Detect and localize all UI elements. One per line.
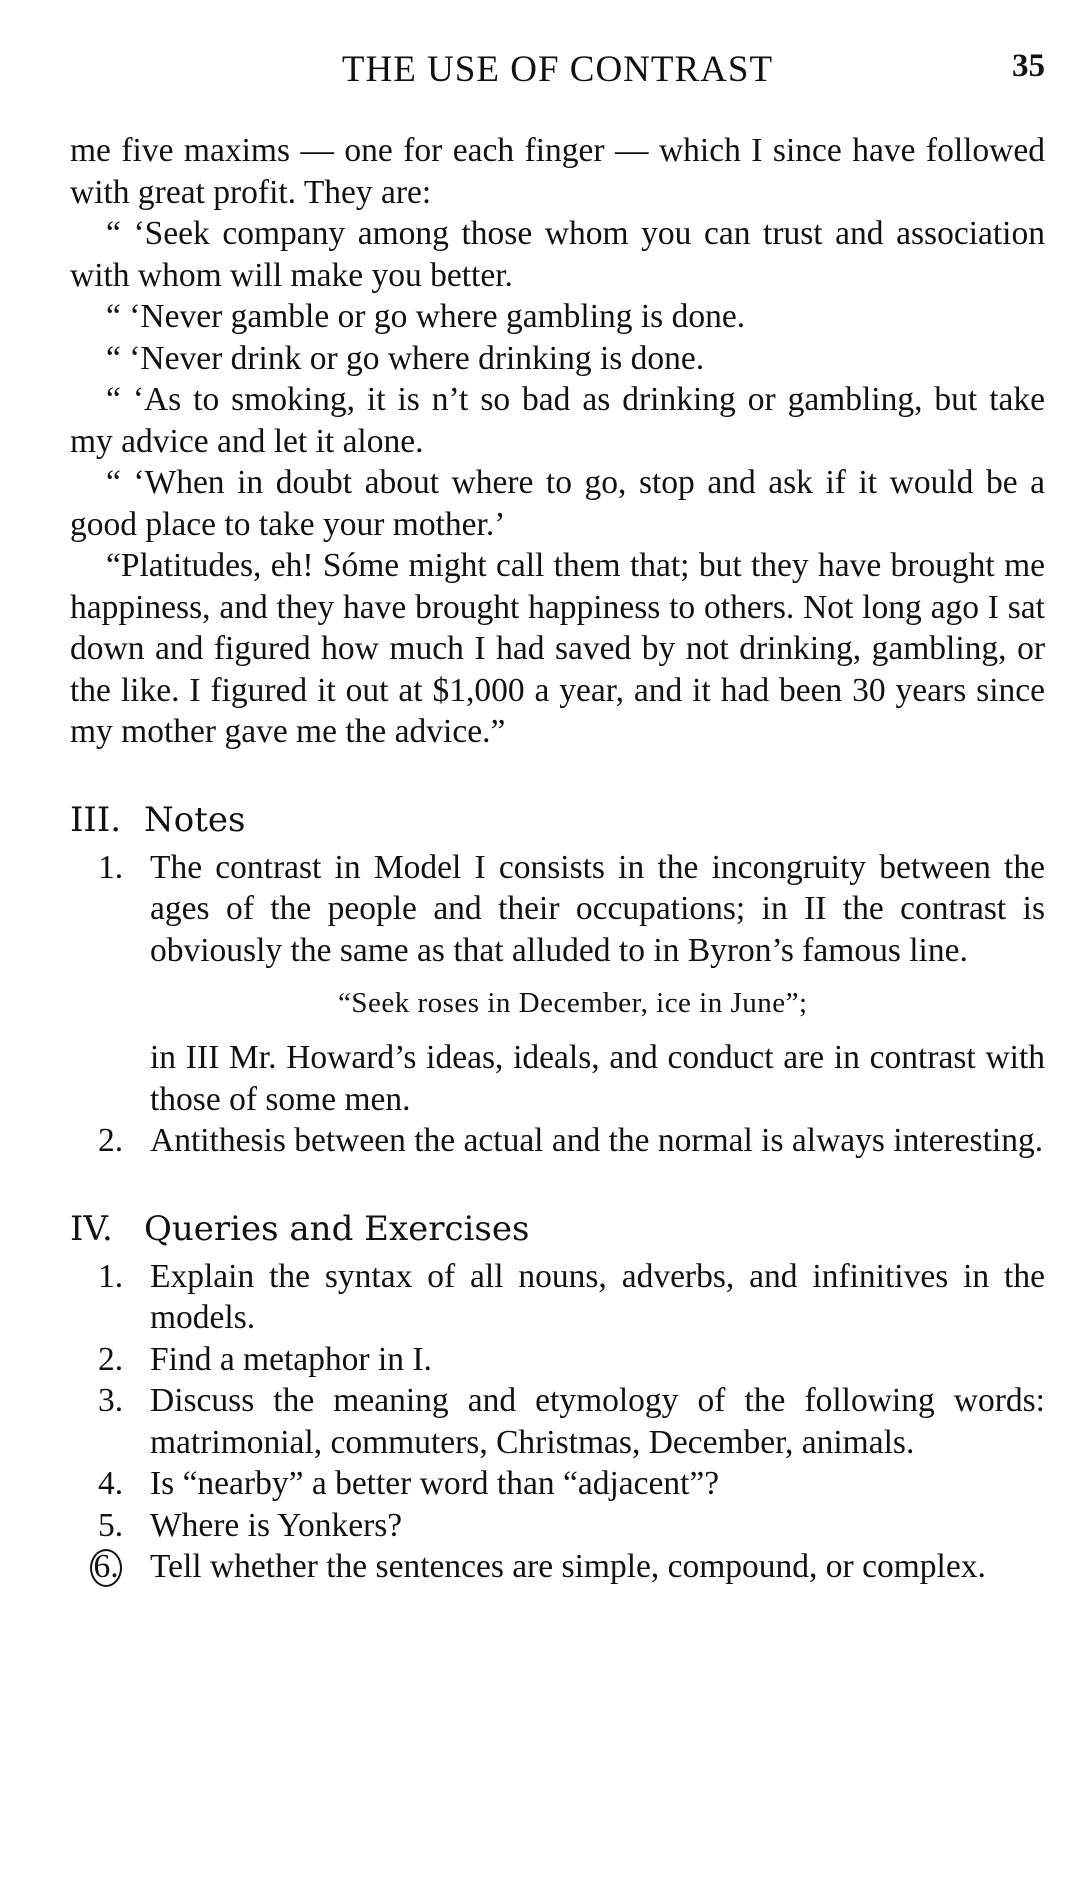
page-header <box>70 48 1045 98</box>
list-item <box>70 1463 1045 1505</box>
item-number: 1. <box>98 848 124 886</box>
list-item <box>70 1120 1045 1162</box>
body-paragraph: me five maxims — one for each finger — which I since have followed with great profit. They are: <box>70 132 1045 211</box>
section-numeral: III. <box>70 799 122 840</box>
section-heading-queries <box>70 1206 1045 1252</box>
body-paragraph: “Platitudes, eh! Sóme might call them that; but they have brought me happiness, and they have brought happiness to others. Not long ago I sat down and figured how much I had saved by not drinking, gambling, or the like. I figured it out at $1,000 a year, and it had been 30 years since my mother gave me the advice.” <box>70 547 1045 750</box>
list-item <box>70 1546 1045 1588</box>
body-paragraph: “ ‘Never drink or go where drinking is done. <box>106 339 705 377</box>
item-continuation: in III Mr. Howard’s ideas, ideals, and conduct are in contrast with those of some men. <box>150 1039 1045 1118</box>
item-text: Tell whether the sentences are simple, compound, or complex. <box>150 1548 986 1585</box>
queries-list <box>70 1256 1045 1588</box>
item-number: 3. <box>98 1382 124 1419</box>
handwritten-circle-mark: 6. <box>90 1549 122 1587</box>
section-title: Notes <box>144 799 246 840</box>
item-text: Where is Yonkers? <box>150 1506 403 1544</box>
list-item <box>70 1505 1045 1547</box>
item-number: 1. <box>98 1257 124 1295</box>
body-paragraph: “ ‘Seek company among those whom you can trust and association with whom will make you better. <box>70 215 1045 294</box>
item-number: 5. <box>98 1506 124 1544</box>
section-title: Queries and Exercises <box>144 1208 530 1249</box>
list-item <box>70 1339 1045 1381</box>
item-text: Discuss the meaning and etymology of the following words: matrimonial, commuters, Christmas, December, animals. <box>150 1382 1045 1461</box>
item-text: The contrast in Model I consists in the incongruity between the ages of the people and their occupations; in II the contrast is obviously the same as that alluded to in Byron’s famous line. <box>150 848 1045 969</box>
section-heading-notes <box>70 797 1045 843</box>
body-paragraph: “ ‘When in doubt about where to go, stop and ask if it would be a good place to take your mother.’ <box>70 464 1045 543</box>
item-number: 2. <box>98 1122 124 1159</box>
item-number: 4. <box>98 1465 124 1502</box>
list-item <box>70 847 1045 1121</box>
list-item <box>70 1256 1045 1339</box>
item-text: Is “nearby” a better word than “adjacent”? <box>150 1465 720 1502</box>
item-number-circled <box>93 1546 122 1588</box>
list-item <box>70 1380 1045 1463</box>
page-number: 35 <box>1012 48 1045 84</box>
item-text: Find a metaphor in I. <box>150 1340 432 1378</box>
section-numeral: IV. <box>70 1208 113 1249</box>
item-text: Antithesis between the actual and the normal is always interesting. <box>150 1122 1044 1159</box>
quotation: “Seek roses in December, ice in June”; <box>338 987 808 1019</box>
item-number: 2. <box>98 1340 124 1378</box>
item-text: Explain the syntax of all nouns, adverbs, and infinitives in the models. <box>150 1257 1045 1336</box>
running-title: THE USE OF CONTRAST <box>341 49 774 90</box>
body-paragraph: “ ‘Never gamble or go where gambling is done. <box>106 298 746 335</box>
body-paragraph: “ ‘As to smoking, it is n’t so bad as drinking or gambling, but take my advice and let it alone. <box>70 381 1045 460</box>
notes-list <box>70 847 1045 1162</box>
page-body <box>70 130 1045 1588</box>
